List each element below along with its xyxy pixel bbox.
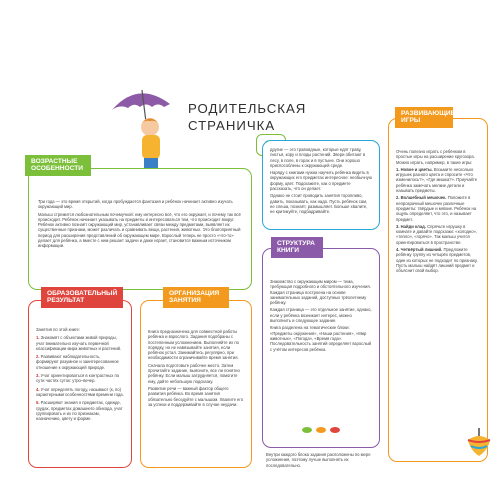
result-box bbox=[28, 290, 132, 468]
list-item bbox=[36, 373, 124, 384]
item-number: 1. bbox=[36, 335, 40, 341]
structure-tag: СТРУКТУРА КНИГИ bbox=[271, 237, 323, 258]
structure-box bbox=[262, 240, 380, 448]
item-text: Знакомят с объектами живой природы, учат внимательно изучать первичной классификации мира животных и растений. bbox=[36, 335, 122, 351]
age-features-box bbox=[28, 158, 252, 290]
middle-text-box bbox=[262, 140, 380, 230]
organization-box bbox=[140, 290, 252, 468]
result-intro: Занятия по этой книге: bbox=[36, 327, 81, 332]
result-list bbox=[36, 335, 124, 421]
age-features-para-2: Малыш стремится любознательным почемучкой: ему интересно всё, что его окружает, и почему так всё происходит. Ребёнок начинает указывать на предметы и интересоваться тем, что происходит вокруг. Ребёнок активно познаёт окружающий мир, устанавливает связи между предметами, выявляет их существенные признаки, может различать и сравнивать вещи, растения, животных. Это благоприятный период для расширения представлений об окружающем мире. Взрослый теперь не просто «что-то» делает для ребёнка, а вместе с ним решает задачи и даже играет, становится важным источником информации. bbox=[38, 211, 241, 249]
item-text: Расширяют знания о предметах, одежде, грудах, предметах домашнего обихода, учат группировать и их по признакам, назначению, цвету и форме. bbox=[36, 400, 123, 422]
page-title bbox=[188, 100, 307, 134]
game-2-text: Положите в непрозрачный мешочек различные предметы: твёрдые и мягкие. Ребёнок на ощупь определяет, что это, и называет предмет. bbox=[396, 195, 477, 222]
structure-para-2: Каждая страница — это отдельное занятие, однако, если у ребёнка возникает интерес, можно выполнить и следующее задание. bbox=[270, 307, 372, 324]
title-line-1: РОДИТЕЛЬСКАЯ bbox=[188, 101, 307, 116]
list-item bbox=[36, 387, 124, 398]
game-3-title: 3. Найди клад. bbox=[396, 223, 426, 229]
spinning-top-illustration bbox=[466, 428, 492, 458]
list-item bbox=[36, 400, 124, 421]
game-1-title: 1. Новое и цветы. bbox=[396, 166, 433, 172]
game-2 bbox=[396, 195, 480, 221]
middle-para-2: Наряду с книгами нужна научить ребёнка видеть в окружающих его предметах интересное: необычную форму, цвет. Подскажите, как о предмете рассказать, что он делает. bbox=[270, 170, 372, 192]
leaves-icon bbox=[301, 425, 341, 435]
age-features-tag: ВОЗРАСТНЫЕ ОСОБЕННОСТИ bbox=[25, 155, 91, 176]
games-tag: РАЗВИВАЮЩИЕ ИГРЫ bbox=[395, 107, 453, 128]
game-4-title: 4. Четвёртый лишний. bbox=[396, 247, 443, 253]
item-text: Развивают наблюдательность, формируют разумное и заинтересованное отношение к окружающей природе. bbox=[36, 354, 119, 370]
item-number: 4. bbox=[36, 386, 40, 392]
game-3 bbox=[396, 224, 480, 245]
organization-para-2: Сначала подготовьте рабочее место. Затем прочитайте задание, выясните, все ли понятно ребёнку. Если малыш затрудняется, помогите ему, дайте небольшую подсказку. bbox=[148, 362, 240, 384]
list-item bbox=[36, 354, 124, 370]
item-number: 5. bbox=[36, 400, 40, 406]
item-number: 3. bbox=[36, 373, 40, 379]
games-box bbox=[388, 110, 488, 462]
list-item bbox=[36, 335, 124, 351]
item-text: Учат ориентироваться в контрастных по сути частях суток: утро–вечер. bbox=[36, 373, 120, 384]
item-number: 2. bbox=[36, 354, 40, 360]
item-text: Учат определять погоду, называют (к, по) характерными особенностями времени года. bbox=[36, 386, 124, 397]
game-3-text: Спрячьте игрушку в комнате и давайте подсказки: «холодно», «тепло», «горячо». Так малыш учится ориентироваться в пространстве. bbox=[396, 223, 478, 245]
structure-para-4: Внутри каждого блока задания расположены по мере усложнения, поэтому лучше выполнять их последовательно. bbox=[266, 452, 371, 468]
game-1-text: Возьмите несколько игрушек разного цвета и спросите «Что изменилось?», «Где мишка?». Приучайте ребёнка замечать мелкие детали и называть предметы. bbox=[396, 166, 478, 194]
organization-tag: ОРГАНИЗАЦИЯ ЗАНЯТИЯ bbox=[163, 287, 229, 308]
structure-para-3: Книга разделена на тематические блоки: «Предметы окружения», «Наши растения», «Мир животных», «Погода», «Время года». Последовательность занятий определяет взрослый с учётом интересов ребёнка. bbox=[270, 325, 371, 352]
organization-para-3: Развитие речи — важный фактор общего развития ребёнка. Во время занятия обязательно беседуйте с малышом. Хвалите его за успехи и поддерживайте в случае неудачи. bbox=[148, 385, 244, 407]
game-4-text: Предложите ребёнку группу из четырёх предметов, один из которых не подходит по признаку. Пусть малыш найдёт лишний предмет и объяснит свой выбор. bbox=[396, 247, 478, 274]
game-1 bbox=[396, 167, 480, 193]
game-2-title: 2. Волшебный мешочек. bbox=[396, 195, 447, 201]
middle-para-3: Однако не стоит проводить занятия торопливо, давить, показывать, как надо. Пусть ребёнок сам, не спеша, познаёт, размышляет. Больше хвалите, не критикуйте, подбадривайте. bbox=[270, 193, 368, 215]
title-line-2: СТРАНИЧКА bbox=[188, 118, 276, 133]
age-features-para-1: Три года — это время открытий, когда пробуждается фантазия и ребёнок начинает активно изучать окружающий мир. bbox=[38, 199, 233, 210]
structure-para-1: Знакомство с окружающим миром — тема, требующая подробного и обстоятельного изучения. Каждая страница построена на основе занимательных заданий, доступных трёхлетнему ребёнку. bbox=[270, 279, 371, 306]
game-4 bbox=[396, 247, 480, 273]
middle-para-1: другие — это травоядные, которые едят траву, листья, кору и плоды растений. Звери обитают в лесу, в поле, в горах и в пустыне. Они хорошо приспособлены к окружающей среде. bbox=[270, 147, 366, 168]
games-intro: Очень полезно играть с ребёнком в простые игры на расширение кругозора. Можно играть, например, в такие игры: bbox=[396, 149, 475, 165]
result-tag: ОБРАЗОВАТЕЛЬНЫЙ РЕЗУЛЬТАТ bbox=[41, 287, 123, 308]
organization-para-1: Книга предназначена для совместной работы ребёнка и взрослого. Задания подобраны с постепенным усложнением. Выполняйте их по порядку, но не навязывайте занятия, если ребёнок устал. Занимайтесь регулярно, при необходимости ограничивайте время занятия. bbox=[148, 329, 239, 361]
